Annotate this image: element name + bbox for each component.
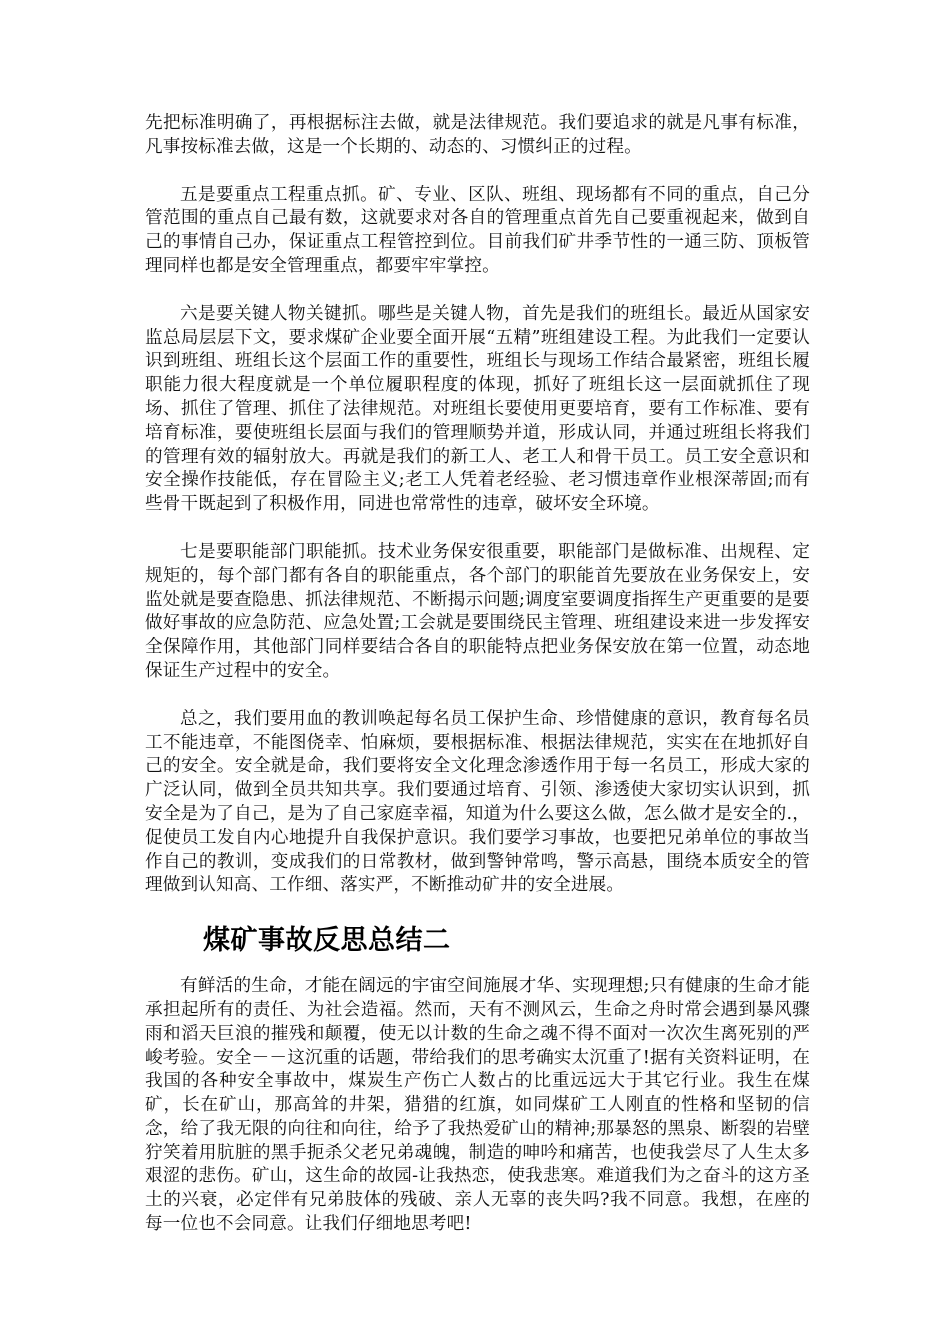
paragraph-point-seven: 七是要职能部门职能抓。技术业务保安很重要，职能部门是做标准、出规程、定规矩的，每个部门都有各自的职能重点，各个部门的职能首先要放在业务保安上，安监处就是要查隐患、抓法律规范、不断揭示问题;调度室要调度指挥生产更重要的是要做好事故的应急防范、应急处置;工会就是要围绕民主管理、班组建设来进一步发挥安全保障作用，其他部门同样要结合各自的职能特点把业务保安放在第一位置，动态地保证生产过程中的安全。 (145, 541, 810, 681)
section-heading: 煤矿事故反思总结二 (203, 925, 451, 957)
paragraph-continuation: 先把标准明确了，再根据标注去做，就是法律规范。我们要追求的就是凡事有标准，凡事按标准去做，这是一个长期的、动态的、习惯纠正的过程。 (145, 113, 810, 157)
paragraph-point-six: 六是要关键人物关键抓。哪些是关键人物，首先是我们的班组长。最近从国家安监总局层层下文，要求煤矿企业要全面开展“五精”班组建设工程。为此我们一定要认识到班组、班组长这个层面工作的重要性，班组长与现场工作结合最紧密，班组长履职能力很大程度就是一个单位履职程度的体现，抓好了班组长这一层面就抓住了现场、抓住了管理、抓住了法律规范。对班组长要使用更要培育，要有工作标准、要有培育标准，要使班组长层面与我们的管理顺势并道，形成认同，并通过班组长将我们的管理有效的辐射放大。再就是我们的新工人、老工人和骨干员工。员工安全意识和安全操作技能低，存在冒险主义;老工人凭着老经验、老习惯违章作业根深蒂固;而有些骨干既起到了积极作用，同进也常常性的违章，破坏安全环境。 (145, 303, 810, 515)
paragraph-point-five: 五是要重点工程重点抓。矿、专业、区队、班组、现场都有不同的重点，自己分管范围的重点自己最有数，这就要求对各自的管理重点首先自己要重视起来，做到自己的事情自己办，保证重点工程管控到位。目前我们矿井季节性的一通三防、顶板管理同样也都是安全管理重点，都要牢牢掌控。 (145, 184, 810, 276)
paragraph-section-two-body: 有鲜活的生命，才能在阔远的宇宙空间施展才华、实现理想;只有健康的生命才能承担起所有的责任、为社会造福。然而，天有不测风云，生命之舟时常会遇到暴风骤雨和滔天巨浪的摧残和颠覆，使无以计数的生命之魂不得不面对一次次生离死别的严峻考验。安全－－这沉重的话题，带给我们的思考确实太沉重了!据有关资料证明，在我国的各种安全事故中，煤炭生产伤亡人数占的比重远远大于其它行业。我生在煤矿，长在矿山，那高耸的井架，猎猎的红旗，如同煤矿工人刚直的性格和坚韧的信念，给了我无限的向往和向往，给予了我热爱矿山的精神;那暴怒的黑泉、断裂的岩壁狞笑着用肮脏的黑手扼杀父老兄弟魂魄，制造的呻吟和痛苦，也使我尝尽了人生太多艰涩的悲伤。矿山，这生命的故园-让我热恋，使我悲寒。难道我们为之奋斗的这方圣土的兴衰，必定伴有兄弟肢体的残破、亲人无辜的丧失吗?我不同意。我想，在座的每一位也不会同意。让我们仔细地思考吧! (145, 976, 810, 1235)
document-page (145, 112, 810, 1261)
paragraph-conclusion: 总之，我们要用血的教训唤起每名员工保护生命、珍惜健康的意识，教育每名员工不能违章，不能图侥幸、怕麻烦，要根据标准、根据法律规范，实实在在地抓好自己的安全。安全就是命，我们要将安全文化理念渗透作用于每一名员工，形成大家的广泛认同，做到全员共知共享。我们要通过培育、引领、渗透使大家切实认识到，抓安全是为了自己，是为了自己家庭幸福，知道为什么要这么做，怎么做才是安全的.，促使员工发自内心地提升自我保护意识。我们要学习事故，也要把兄弟单位的事故当作自己的教训，变成我们的日常教材，做到警钟常鸣，警示高悬，围绕本质安全的管理做到认知高、工作细、落实严，不断推动矿井的安全进展。 (145, 708, 810, 896)
